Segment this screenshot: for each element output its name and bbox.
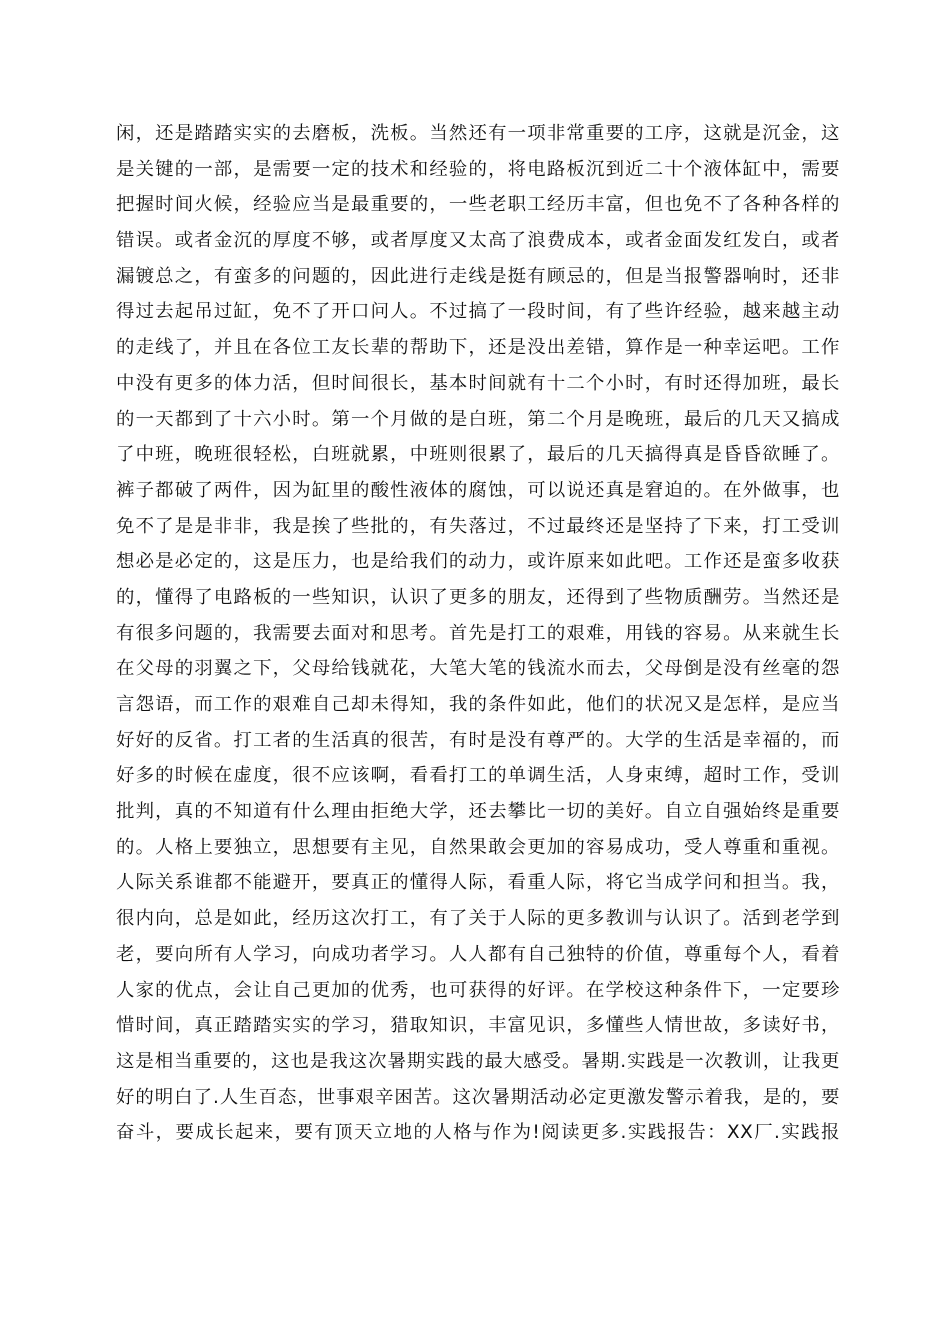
text-line: 把握时间火候，经验应当是最重要的，一些老职工经历丰富，但也免不了各种各样的 — [116, 194, 840, 216]
text-line: 的走线了，并且在各位工友长辈的帮助下，还是没出差错，算作是一种幸运吧。工作 — [116, 337, 840, 359]
text-line: 漏镀总之，有蛮多的问题的，因此进行走线是挺有顾忌的，但是当报警器响时，还非 — [116, 265, 840, 287]
text-line: 的，懂得了电路板的一些知识，认识了更多的朋友，还得到了些物质酬劳。当然还是 — [116, 586, 840, 608]
body-text — [116, 116, 840, 1151]
text-line: 批判，真的不知道有什么理由拒绝大学，还去攀比一切的美好。自立自强始终是重要 — [116, 801, 840, 823]
text-line: 奋斗，要成长起来，要有顶天立地的人格与作为!阅读更多.实践报告：XX厂.实践报 — [116, 1122, 840, 1144]
text-line: 好好的反省。打工者的生活真的很苦，有时是没有尊严的。大学的生活是幸福的，而 — [116, 729, 840, 751]
text-line: 得过去起吊过缸，免不了开口问人。不过搞了一段时间，有了些许经验，越来越主动 — [116, 301, 840, 323]
text-line: 想必是必定的，这是压力，也是给我们的动力，或许原来如此吧。工作还是蛮多收获 — [116, 551, 840, 573]
text-line: 免不了是是非非，我是挨了些批的，有失落过，不过最终还是坚持了下来，打工受训 — [116, 515, 840, 537]
text-line: 是关键的一部，是需要一定的技术和经验的，将电路板沉到近二十个液体缸中，需要 — [116, 158, 840, 180]
text-line: 好的明白了.人生百态，世事艰辛困苦。这次暑期活动必定更激发警示着我，是的，要 — [116, 1086, 840, 1108]
text-line: 的。人格上要独立，思想要有主见，自然果敢会更加的容易成功，受人尊重和重视。 — [116, 836, 840, 858]
text-line: 老，要向所有人学习，向成功者学习。人人都有自己独特的价值，尊重每个人，看着 — [116, 943, 840, 965]
text-line: 闲，还是踏踏实实的去磨板，洗板。当然还有一项非常重要的工序，这就是沉金，这 — [116, 123, 840, 144]
text-line: 好多的时候在虚度，很不应该啊，看看打工的单调生活，人身束缚，超时工作，受训 — [116, 765, 840, 787]
text-line: 人家的优点，会让自己更加的优秀，也可获得的好评。在学校这种条件下，一定要珍 — [116, 979, 840, 1001]
text-line: 这是相当重要的，这也是我这次暑期实践的最大感受。暑期.实践是一次教训，让我更 — [116, 1050, 840, 1072]
text-line: 了中班，晚班很轻松，白班就累，中班则很累了，最后的几天搞得真是昏昏欲睡了。 — [116, 444, 840, 466]
text-line: 裤子都破了两件，因为缸里的酸性液体的腐蚀，可以说还真是窘迫的。在外做事，也 — [116, 479, 840, 501]
text-line: 的一天都到了十六小时。第一个月做的是白班，第二个月是晚班，最后的几天又搞成 — [116, 408, 840, 430]
text-line: 中没有更多的体力活，但时间很长，基本时间就有十二个小时，有时还得加班，最长 — [116, 372, 840, 394]
text-line: 很内向，总是如此，经历这次打工，有了关于人际的更多教训与认识了。活到老学到 — [116, 908, 840, 930]
text-line: 在父母的羽翼之下，父母给钱就花，大笔大笔的钱流水而去，父母倒是没有丝毫的怨 — [116, 658, 840, 680]
text-line: 言怨语，而工作的艰难自己却未得知，我的条件如此，他们的状况又是怎样，是应当 — [116, 694, 840, 715]
text-line: 错误。或者金沉的厚度不够，或者厚度又太高了浪费成本，或者金面发红发白，或者 — [116, 230, 840, 252]
text-line: 人际关系谁都不能避开，要真正的懂得人际，看重人际，将它当成学问和担当。我， — [116, 872, 840, 894]
text-line: 惜时间，真正踏踏实实的学习，猎取知识，丰富见识，多懂些人情世故，多读好书， — [116, 1015, 840, 1037]
text-line: 有很多问题的，我需要去面对和思考。首先是打工的艰难，用钱的容易。从来就生长 — [116, 622, 840, 644]
